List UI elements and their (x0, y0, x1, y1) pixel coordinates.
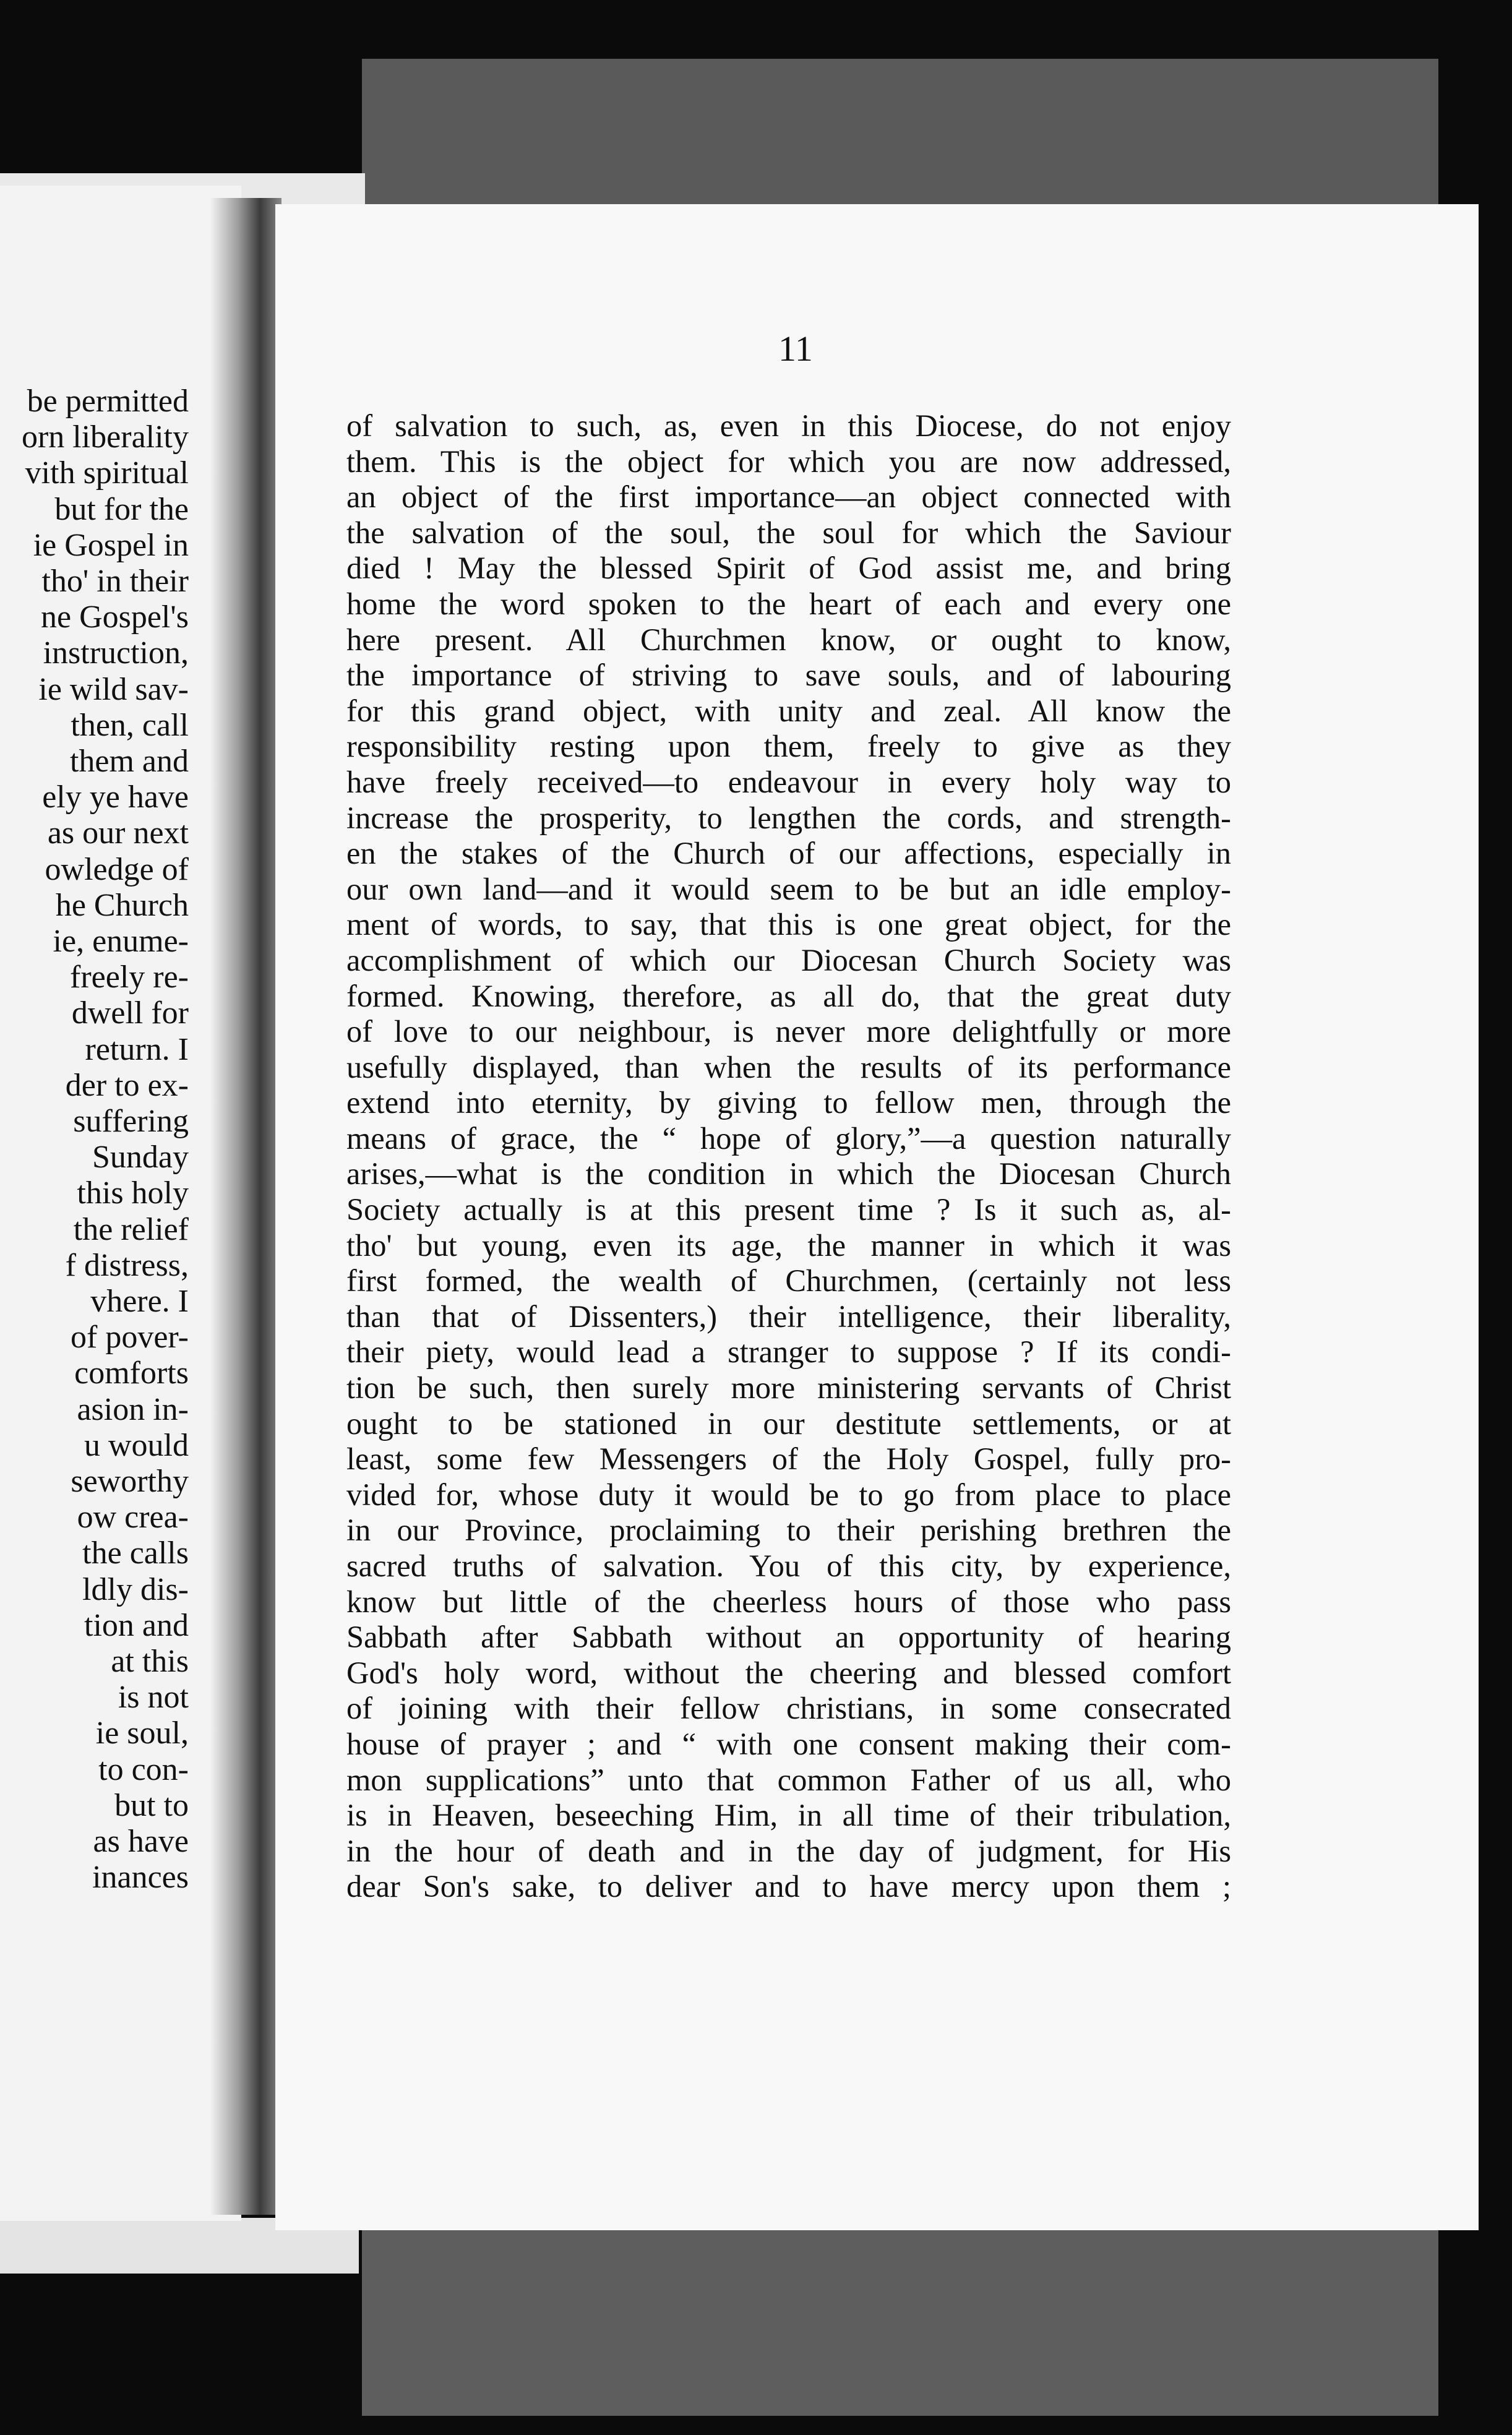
left-page-line: he Church (55, 887, 189, 923)
text-line: in the hour of death and in the day of judgment, for His (346, 1833, 1231, 1868)
text-line: vided for, whose duty it would be to go from place to place (346, 1477, 1231, 1512)
text-line: of salvation to such, as, even in this Diocese, do not enjoy (346, 408, 1231, 443)
text-line: first formed, the wealth of Churchmen, (certainly not less (346, 1263, 1231, 1299)
left-page-line: as have (93, 1824, 189, 1859)
text-line: them. This is the object for which you are now addressed, (346, 444, 1231, 479)
left-page-line: owledge of (45, 851, 189, 887)
text-line: mon supplications” unto that common Father of us all, who (346, 1762, 1231, 1797)
left-page-line: ne Gospel's (40, 599, 189, 635)
text-line: is in Heaven, beseeching Him, in all time of their tribulation, (346, 1798, 1231, 1833)
text-line: their piety, would lead a stranger to suppose ? If its condi- (346, 1334, 1231, 1370)
left-page-line: ie, enume- (53, 924, 189, 959)
left-page-line: inances (92, 1860, 189, 1896)
text-line: Society actually is at this present time ? Is it such as, al- (346, 1192, 1231, 1227)
left-page-line: ely ye have (42, 779, 189, 815)
text-line: God's holy word, without the cheering and blessed comfort (346, 1655, 1231, 1690)
left-page-line: tion and (84, 1607, 189, 1643)
left-page-line: the relief (73, 1211, 189, 1247)
left-page-line: ldly dis- (82, 1571, 189, 1607)
text-line: died ! May the blessed Spirit of God assist me, and bring (346, 551, 1231, 586)
left-page (0, 186, 241, 2221)
text-line: means of grace, the “ hope of glory,”—a question naturally (346, 1120, 1231, 1156)
text-line: of joining with their fellow christians, in some consecrated (346, 1691, 1231, 1726)
text-line: home the word spoken to the heart of each and every one (346, 586, 1231, 621)
left-page-line: as our next (47, 815, 189, 851)
left-page-line: them and (69, 744, 189, 779)
left-page-line: comforts (74, 1355, 189, 1391)
page-number: 11 (778, 329, 813, 369)
text-line: tion be such, then surely more ministering servants of Christ (346, 1370, 1231, 1406)
left-page-line: ie wild sav- (38, 671, 189, 707)
text-line: of love to our neighbour, is never more delightfully or more (346, 1014, 1231, 1049)
left-page-line: freely re- (70, 960, 189, 995)
text-line: least, some few Messengers of the Holy Gospel, fully pro- (346, 1441, 1231, 1477)
left-page-line: instruction, (43, 635, 189, 671)
text-line: have freely received—to endeavour in every holy way to (346, 764, 1231, 799)
text-line: house of prayer ; and “ with one consent making their com- (346, 1726, 1231, 1761)
text-line: usefully displayed, than when the results of its performance (346, 1049, 1231, 1084)
page-body-text (346, 408, 1231, 1905)
left-page-line: vith spiritual (25, 455, 189, 491)
text-line: our own land—and it would seem to be but an idle employ- (346, 871, 1231, 906)
text-line: tho' but young, even its age, the manner in which it was (346, 1227, 1231, 1263)
left-page-line: u would (84, 1427, 189, 1463)
text-line: sacred truths of salvation. You of this city, by experience, (346, 1548, 1231, 1583)
text-line: the importance of striving to save souls, and of labouring (346, 658, 1231, 693)
left-page-line: suffering (73, 1104, 189, 1139)
left-page-line: is not (118, 1680, 189, 1716)
left-page-line: f distress, (65, 1247, 189, 1283)
left-page-line: ie soul, (95, 1716, 189, 1751)
book-spine (210, 198, 281, 2215)
text-line: than that of Dissenters,) their intelligence, their liberality, (346, 1299, 1231, 1334)
text-line: an object of the first importance—an object connected with (346, 479, 1231, 515)
left-page-line: ie Gospel in (33, 527, 189, 563)
text-line: here present. All Churchmen know, or ought to know, (346, 622, 1231, 657)
text-line: know but little of the cheerless hours of those who pass (346, 1584, 1231, 1619)
left-page-line: dwell for (71, 995, 189, 1031)
text-line: dear Son's sake, to deliver and to have mercy upon them ; (346, 1869, 1231, 1904)
text-line: in our Province, proclaiming to their perishing brethren the (346, 1513, 1231, 1548)
text-line: extend into eternity, by giving to fellow men, through the (346, 1085, 1231, 1120)
left-page-line: der to ex- (65, 1067, 189, 1103)
text-line: the salvation of the soul, the soul for which the Saviour (346, 515, 1231, 550)
left-page-line: then, call (71, 707, 189, 743)
left-page-line: orn liberality (21, 419, 189, 455)
left-page-line: return. I (85, 1031, 189, 1067)
left-page-line: of pover- (71, 1320, 189, 1355)
left-page-line: asion in- (77, 1391, 189, 1427)
text-line: en the stakes of the Church of our affections, especially in (346, 836, 1231, 871)
left-page-line: the calls (82, 1535, 189, 1571)
left-page-line: but for the (54, 491, 189, 527)
text-line: arises,—what is the condition in which the Diocesan Church (346, 1156, 1231, 1192)
book-cover-top (362, 59, 1438, 226)
text-line: responsibility resting upon them, freely to give as they (346, 729, 1231, 764)
left-page-line: Sunday (92, 1140, 189, 1175)
left-page-line: this holy (77, 1175, 189, 1211)
text-line: accomplishment of which our Diocesan Church Society was (346, 942, 1231, 977)
left-page-line: ow crea- (77, 1500, 189, 1535)
text-line: Sabbath after Sabbath without an opportunity of hearing (346, 1620, 1231, 1655)
text-line: for this grand object, with unity and zeal. All know the (346, 693, 1231, 728)
text-line: ment of words, to say, that this is one great object, for the (346, 907, 1231, 942)
left-page-line: but to (114, 1787, 189, 1823)
text-line: increase the prosperity, to lengthen the cords, and strength- (346, 800, 1231, 835)
left-page-line: to con- (98, 1751, 189, 1787)
book-cover-bottom (362, 2230, 1438, 2416)
left-page-text (0, 384, 241, 2116)
left-page-line: vhere. I (90, 1284, 189, 1319)
text-line: formed. Knowing, therefore, as all do, that the great duty (346, 978, 1231, 1013)
text-line: ought to be stationed in our destitute settlements, or at (346, 1406, 1231, 1441)
left-page-line: tho' in their (41, 564, 189, 599)
left-page-line: seworthy (71, 1464, 189, 1499)
left-page-line: at this (111, 1644, 189, 1679)
left-page-line: be permitted (27, 384, 189, 419)
